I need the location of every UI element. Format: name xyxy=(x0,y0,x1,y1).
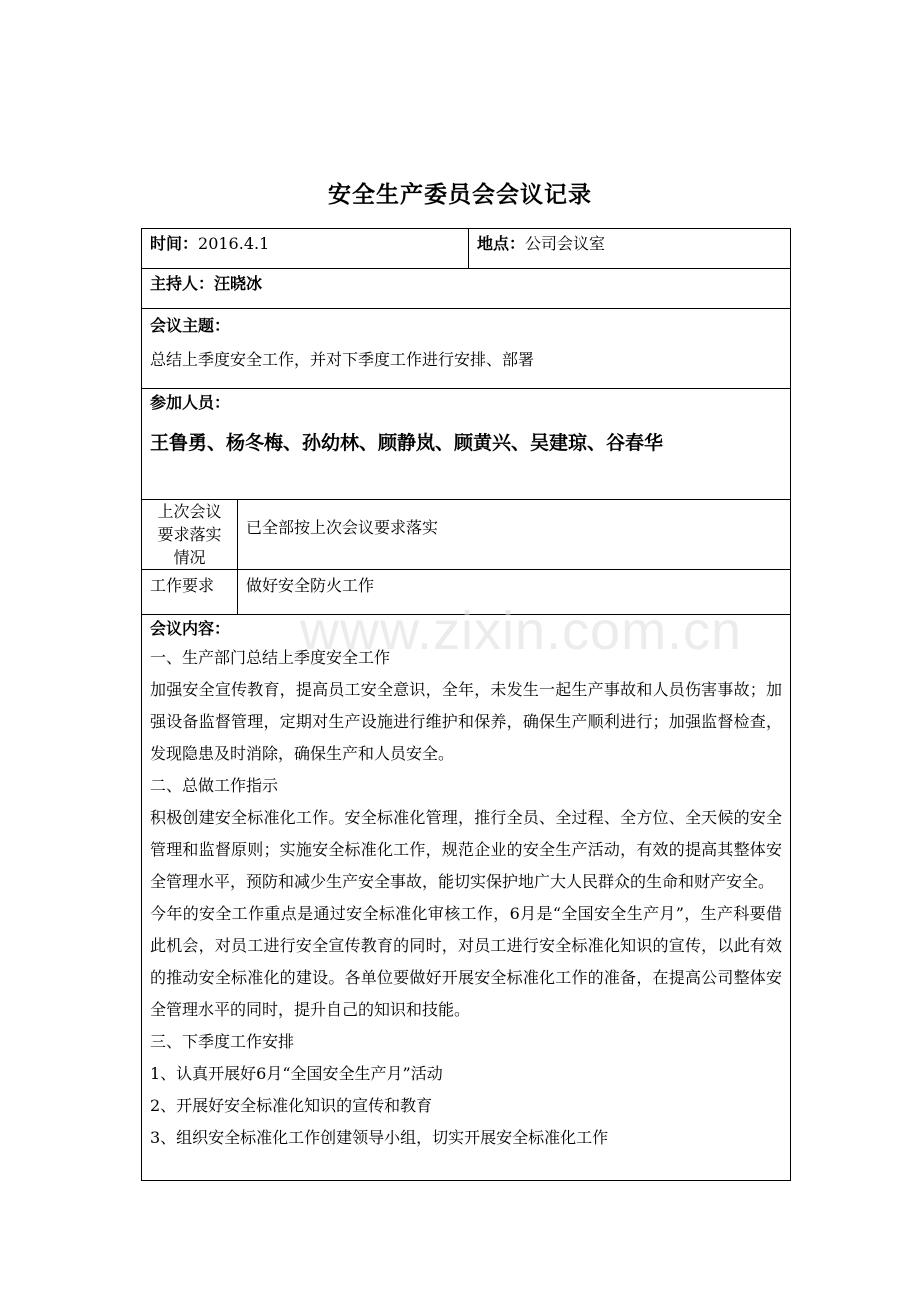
row-work-requirement xyxy=(142,570,791,615)
section2-heading: 二、总做工作指示 xyxy=(150,776,279,795)
row-host xyxy=(142,269,791,309)
previous-label-cell xyxy=(142,500,238,570)
previous-label-line: 上次会议 xyxy=(157,502,222,521)
time-label: 时间： xyxy=(150,234,199,253)
attendee-names: 王鲁勇、杨冬梅、孙幼林、顾静岚、顾黄兴、吴建琼、谷春华 xyxy=(150,432,664,454)
section2-text2: 今年的安全工作重点是通过安全标准化审核工作，6月是“全国安全生产月”，生产科要借此机会，对员工进行安全宣传教育的同时，对员工进行安全标准化知识的宣传，以此有效的推动安全标准化的建设。各单位要做好开展安全标准化工作的准备，在提高公司整体安全管理水平的同时，提升自己的知识和技能。 xyxy=(150,904,783,1019)
content-label: 会议内容： xyxy=(150,619,231,638)
section2-text1: 积极创建安全标准化工作。安全标准化管理，推行全员、全过程、全方位、全天候的安全管理和监督原则；实施安全标准化工作，规范企业的安全生产活动，有效的提高其整体安全管理水平，预防和减少生产安全事故，能切实保护地广大人民群众的生命和财产安全。 xyxy=(150,808,783,891)
topic-cell xyxy=(142,309,791,389)
host-label: 主持人： xyxy=(150,274,215,293)
place-value: 公司会议室 xyxy=(525,234,606,253)
meeting-record-table xyxy=(141,228,791,1181)
work-requirement-value: 做好安全防火工作 xyxy=(238,570,791,615)
attendees-cell xyxy=(142,389,791,500)
previous-label-line: 要求落实 xyxy=(157,525,222,544)
previous-label-line: 情况 xyxy=(173,548,206,567)
place-cell xyxy=(469,229,791,269)
row-previous xyxy=(142,500,791,570)
section3-heading: 三、下季度工作安排 xyxy=(150,1032,295,1051)
row-content xyxy=(142,615,791,1181)
host-value: 汪晓冰 xyxy=(214,274,263,293)
topic-label: 会议主题： xyxy=(150,316,231,335)
row-attendees xyxy=(142,389,791,500)
watermark: www.zixin.com.cn xyxy=(300,601,743,661)
place-label: 地点： xyxy=(477,234,526,253)
list-item: 3、组织安全标准化工作创建领导小组，切实开展安全标准化工作 xyxy=(150,1128,609,1147)
previous-value: 已全部按上次会议要求落实 xyxy=(238,500,791,570)
list-item: 2、开展好安全标准化知识的宣传和教育 xyxy=(150,1096,433,1115)
row-topic xyxy=(142,309,791,389)
host-cell xyxy=(142,269,791,309)
page-title: 安全生产委员会会议记录 xyxy=(328,182,592,208)
time-cell xyxy=(142,229,469,269)
list-item: 1、认真开展好6月“全国安全生产月”活动 xyxy=(150,1064,443,1083)
work-requirement-label: 工作要求 xyxy=(142,570,238,615)
row-time-place xyxy=(142,229,791,269)
topic-value: 总结上季度安全工作，并对下季度工作进行安排、部署 xyxy=(150,350,535,369)
content-cell xyxy=(142,615,791,1181)
attendees-label: 参加人员： xyxy=(150,393,231,412)
section1-heading: 一、生产部门总结上季度安全工作 xyxy=(150,648,391,667)
time-value: 2016.4.1 xyxy=(198,234,270,253)
section1-text: 加强安全宣传教育，提高员工安全意识，全年，未发生一起生产事故和人员伤害事故；加强设备监督管理，定期对生产设施进行维护和保养，确保生产顺利进行；加强监督检查，发现隐患及时消除，确保生产和人员安全。 xyxy=(150,680,783,763)
